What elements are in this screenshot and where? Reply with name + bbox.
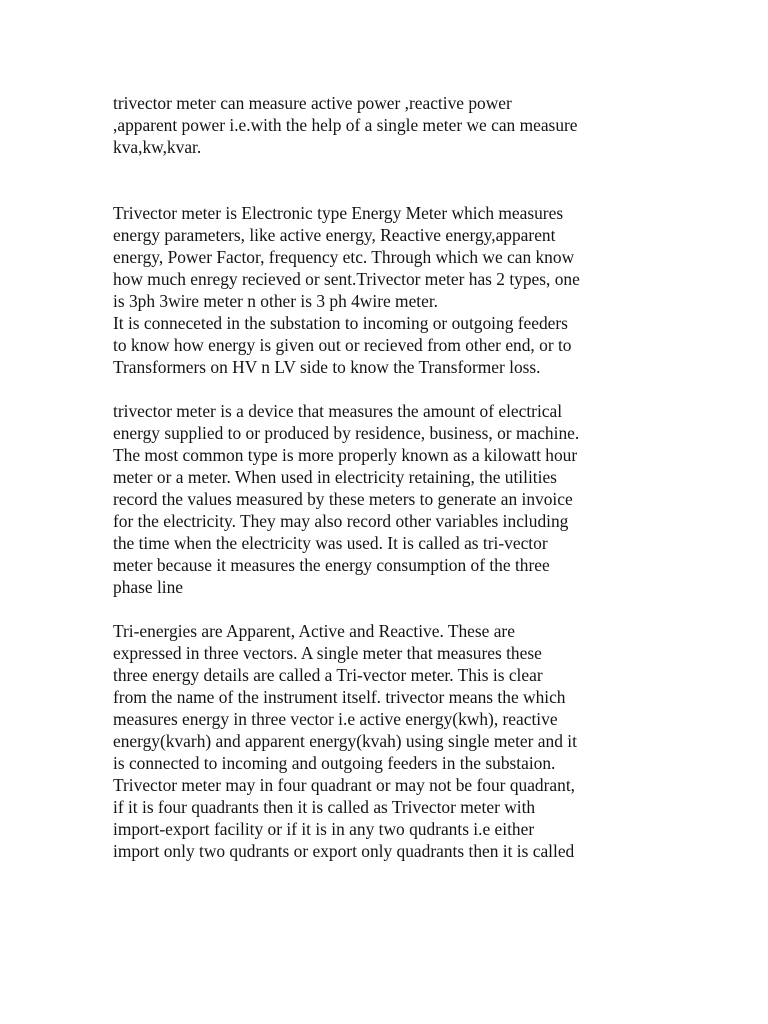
text-line: meter because it measures the energy consumption of the three bbox=[113, 555, 550, 575]
text-line: meter or a meter. When used in electricity retaining, the utilities bbox=[113, 467, 557, 487]
text-line: energy(kvarh) and apparent energy(kvah) using single meter and it bbox=[113, 731, 577, 751]
text-line: Tri-energies are Apparent, Active and Reactive. These are bbox=[113, 621, 515, 641]
text-line: ,apparent power i.e.with the help of a single meter we can measure bbox=[113, 115, 578, 135]
text-line: It is conneceted in the substation to incoming or outgoing feeders bbox=[113, 313, 568, 333]
text-line: energy parameters, like active energy, Reactive energy,apparent bbox=[113, 225, 556, 245]
text-line: phase line bbox=[113, 577, 184, 597]
text-line: the time when the electricity was used. It is called as tri-vector bbox=[113, 533, 548, 553]
text-line: Trivector meter may in four quadrant or may not be four quadrant, bbox=[113, 775, 576, 795]
text-line: import-export facility or if it is in any two qudrants i.e either bbox=[113, 819, 535, 839]
text-line: expressed in three vectors. A single meter that measures these bbox=[113, 643, 542, 663]
document-body bbox=[113, 92, 673, 862]
text-line: three energy details are called a Tri-vector meter. This is clear bbox=[113, 665, 543, 685]
text-line: energy supplied to or produced by residence, business, or machine. bbox=[113, 423, 580, 443]
text-line: record the values measured by these meters to generate an invoice bbox=[113, 489, 573, 509]
text-line: measures energy in three vector i.e active energy(kwh), reactive bbox=[113, 709, 558, 729]
paragraph-tri-energies bbox=[113, 620, 673, 862]
paragraph-trivector-measures bbox=[113, 92, 673, 158]
text-line: Transformers on HV n LV side to know the Transformer loss. bbox=[113, 357, 541, 377]
text-line: for the electricity. They may also record other variables including bbox=[113, 511, 569, 531]
text-line: import only two qudrants or export only quadrants then it is called bbox=[113, 841, 575, 861]
text-line: to know how energy is given out or recieved from other end, or to bbox=[113, 335, 572, 355]
paragraph-device-definition bbox=[113, 400, 673, 598]
text-line: energy, Power Factor, frequency etc. Through which we can know bbox=[113, 247, 575, 267]
text-line: Trivector meter is Electronic type Energy Meter which measures bbox=[113, 203, 564, 223]
text-line: The most common type is more properly known as a kilowatt hour bbox=[113, 445, 578, 465]
text-line: is 3ph 3wire meter n other is 3 ph 4wire meter. bbox=[113, 291, 439, 311]
text-line: how much enregy recieved or sent.Trivector meter has 2 types, one bbox=[113, 269, 580, 289]
text-line: trivector meter can measure active power ,reactive power bbox=[113, 93, 512, 113]
text-line: kva,kw,kvar. bbox=[113, 137, 202, 157]
text-line: from the name of the instrument itself. trivector means the which bbox=[113, 687, 566, 707]
paragraph-electronic-energy-meter bbox=[113, 202, 673, 312]
text-line: if it is four quadrants then it is called as Trivector meter with bbox=[113, 797, 536, 817]
text-line: trivector meter is a device that measures the amount of electrical bbox=[113, 401, 563, 421]
text-line: is connected to incoming and outgoing feeders in the substaion. bbox=[113, 753, 556, 773]
paragraph-substation-connection bbox=[113, 312, 673, 378]
